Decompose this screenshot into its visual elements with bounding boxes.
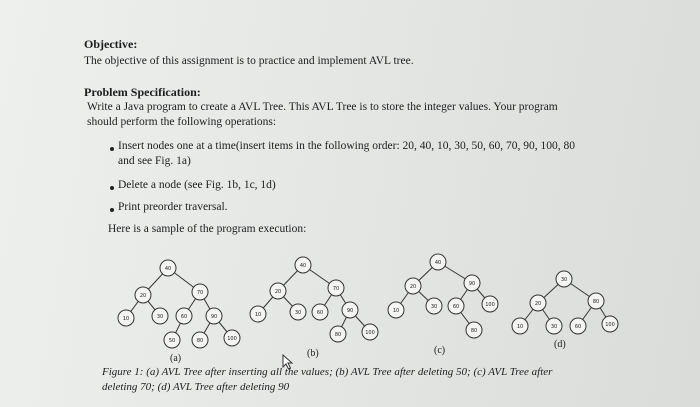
node-value: 20 xyxy=(409,284,417,290)
node-value: 60 xyxy=(180,314,188,320)
figure-label-b: (b) xyxy=(307,348,319,359)
problem-text-line1: Write a Java program to create a AVL Tree. This AVL Tree is to store the integer values. Your program xyxy=(87,101,558,113)
bullet-dot xyxy=(110,208,114,212)
node-value: 30 xyxy=(294,310,302,316)
node-value: 20 xyxy=(139,293,147,299)
bullet-print: Print preorder traversal. xyxy=(118,201,228,213)
node-value: 60 xyxy=(574,324,582,330)
objective-text: The objective of this assignment is to practice and implement AVL tree. xyxy=(84,55,414,67)
node-value: 30 xyxy=(430,304,438,310)
node-value: 70 xyxy=(196,290,204,296)
node-value: 90 xyxy=(468,281,476,287)
objective-heading: Objective: xyxy=(84,37,138,51)
node-value: 80 xyxy=(592,299,600,305)
node-value: 60 xyxy=(452,304,460,310)
node-value: 40 xyxy=(299,263,307,269)
bullet-dot xyxy=(110,186,114,190)
node-value: 10 xyxy=(254,312,262,318)
figure-caption-line1: Figure 1: (a) AVL Tree after inserting all the values; (b) AVL Tree after deleting 50; (c) AVL Tree after xyxy=(102,366,553,378)
node-value: 100 xyxy=(605,322,615,328)
figure-label-c: (c) xyxy=(434,345,446,356)
node-value: 10 xyxy=(122,316,130,322)
figure-label-d: (d) xyxy=(554,339,566,350)
node-value: 50 xyxy=(168,338,176,344)
node-value: 60 xyxy=(316,310,324,316)
bullet-insert-line2: and see Fig. 1a) xyxy=(118,155,191,167)
node-value: 40 xyxy=(434,260,442,266)
node-value: 80 xyxy=(470,328,478,334)
node-value: 40 xyxy=(164,266,172,272)
node-value: 30 xyxy=(560,277,568,283)
node-value: 100 xyxy=(227,336,237,342)
bullet-delete: Delete a node (see Fig. 1b, 1c, 1d) xyxy=(118,179,276,191)
node-value: 80 xyxy=(196,338,204,344)
node-value: 100 xyxy=(485,302,495,308)
node-value: 30 xyxy=(550,324,558,330)
figure-label-a: (a) xyxy=(170,353,182,364)
node-value: 90 xyxy=(210,314,218,320)
node-value: 90 xyxy=(346,308,354,314)
bullet-insert-line1: Insert nodes one at a time(insert items in the following order: 20, 40, 10, 30, 50, 60, 70, 90, 100, 80 xyxy=(118,140,576,152)
node-value: 20 xyxy=(534,301,542,307)
bullet-dot xyxy=(110,147,114,151)
node-value: 80 xyxy=(334,332,342,338)
sample-text: Here is a sample of the program execution: xyxy=(108,223,307,235)
problem-heading: Problem Specification: xyxy=(84,85,201,99)
avl-trees-figure xyxy=(108,248,668,368)
problem-text-line2: should perform the following operations: xyxy=(87,116,277,128)
node-value: 10 xyxy=(516,324,524,330)
node-value: 30 xyxy=(156,314,164,320)
node-value: 20 xyxy=(274,289,282,295)
node-value: 10 xyxy=(392,308,400,314)
node-value: 100 xyxy=(365,330,375,336)
node-value: 70 xyxy=(332,286,340,292)
figure-caption-line2: deleting 70; (d) AVL Tree after deleting 90 xyxy=(102,381,290,393)
